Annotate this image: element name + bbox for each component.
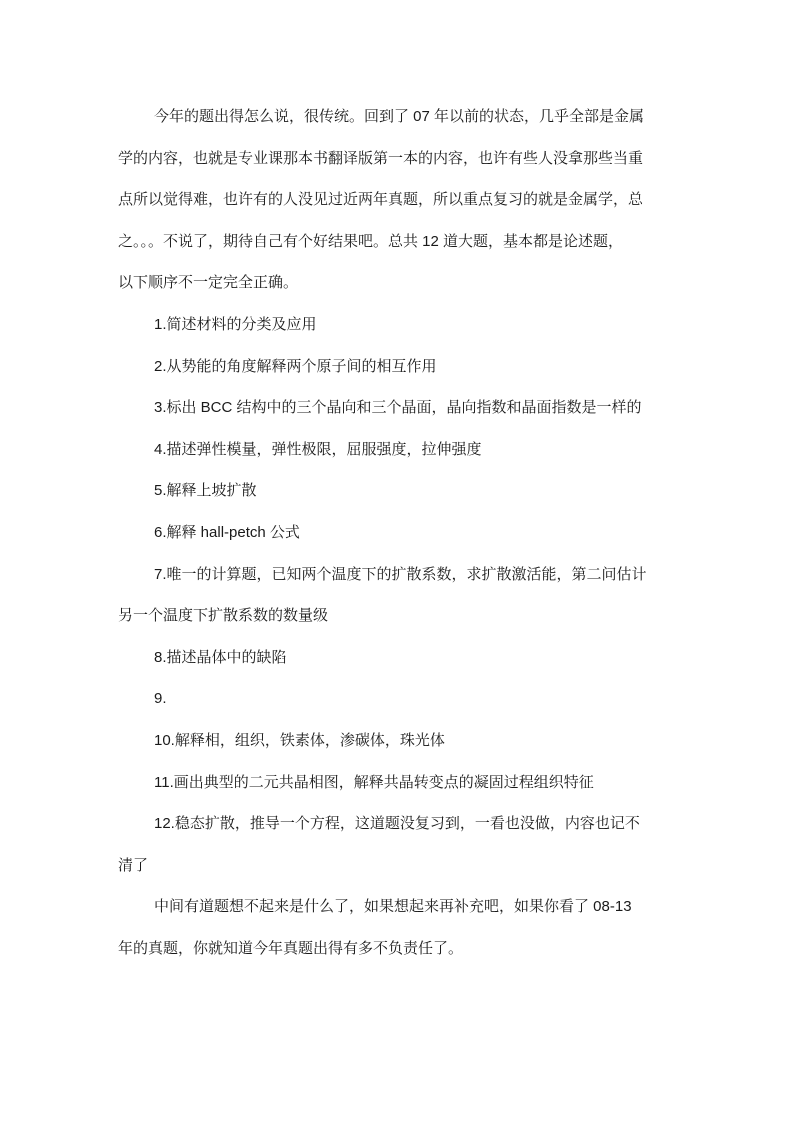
text-line: 5.解释上坡扩散 xyxy=(154,482,257,500)
text-line: 8.描述晶体中的缺陷 xyxy=(154,648,287,666)
text-line: 9. xyxy=(154,690,167,708)
text-line: 学的内容，也就是专业课那本书翻译版第一本的内容，也许有些人没拿那些当重 xyxy=(118,149,644,167)
text-line: 2.从势能的角度解释两个原子间的相互作用 xyxy=(154,357,437,375)
text-line: 年的真题，你就知道今年真题出得有多不负责任了。 xyxy=(118,939,464,957)
document-body xyxy=(118,105,680,978)
text-line: 1.简述材料的分类及应用 xyxy=(154,315,317,333)
paragraph xyxy=(118,563,680,646)
text-line: 4.描述弹性模量，弹性极限，屈服强度，拉伸强度 xyxy=(154,440,482,458)
paragraph xyxy=(118,396,680,438)
text-line: 6.解释 hall-petch 公式 xyxy=(154,523,300,541)
paragraph xyxy=(118,313,680,355)
paragraph xyxy=(118,771,680,813)
paragraph xyxy=(118,646,680,688)
paragraph xyxy=(118,521,680,563)
paragraph xyxy=(118,479,680,521)
paragraph xyxy=(118,438,680,480)
text-line: 中间有道题想不起来是什么了，如果想起来再补充吧，如果你看了 08-13 xyxy=(154,898,632,916)
text-line: 清了 xyxy=(118,856,149,874)
paragraph xyxy=(118,895,680,978)
text-line: 以下顺序不一定完全正确。 xyxy=(118,274,299,292)
text-line: 3.标出 BCC 结构中的三个晶向和三个晶面，晶向指数和晶面指数是一样的 xyxy=(154,399,642,417)
text-line: 点所以觉得难，也许有的人没见过近两年真题，所以重点复习的就是金属学，总 xyxy=(118,191,644,209)
text-line: 10.解释相，组织，铁素体，渗碳体，珠光体 xyxy=(154,731,445,749)
text-line: 7.唯一的计算题，已知两个温度下的扩散系数，求扩散激活能，第二问估计 xyxy=(154,565,647,583)
text-line: 另一个温度下扩散系数的数量级 xyxy=(118,607,329,625)
paragraph xyxy=(118,105,680,313)
paragraph xyxy=(118,687,680,729)
paragraph xyxy=(118,729,680,771)
text-line: 12.稳态扩散，推导一个方程，这道题没复习到，一看也没做，内容也记不 xyxy=(154,815,640,833)
paragraph xyxy=(118,355,680,397)
text-line: 11.画出典型的二元共晶相图，解释共晶转变点的凝固过程组织特征 xyxy=(154,773,594,791)
paragraph xyxy=(118,812,680,895)
text-line: 之。。。不说了，期待自己有个好结果吧。总共 12 道大题，基本都是论述题， xyxy=(118,232,624,250)
text-line: 今年的题出得怎么说，很传统。回到了 07 年以前的状态，几乎全部是金属 xyxy=(154,108,645,125)
